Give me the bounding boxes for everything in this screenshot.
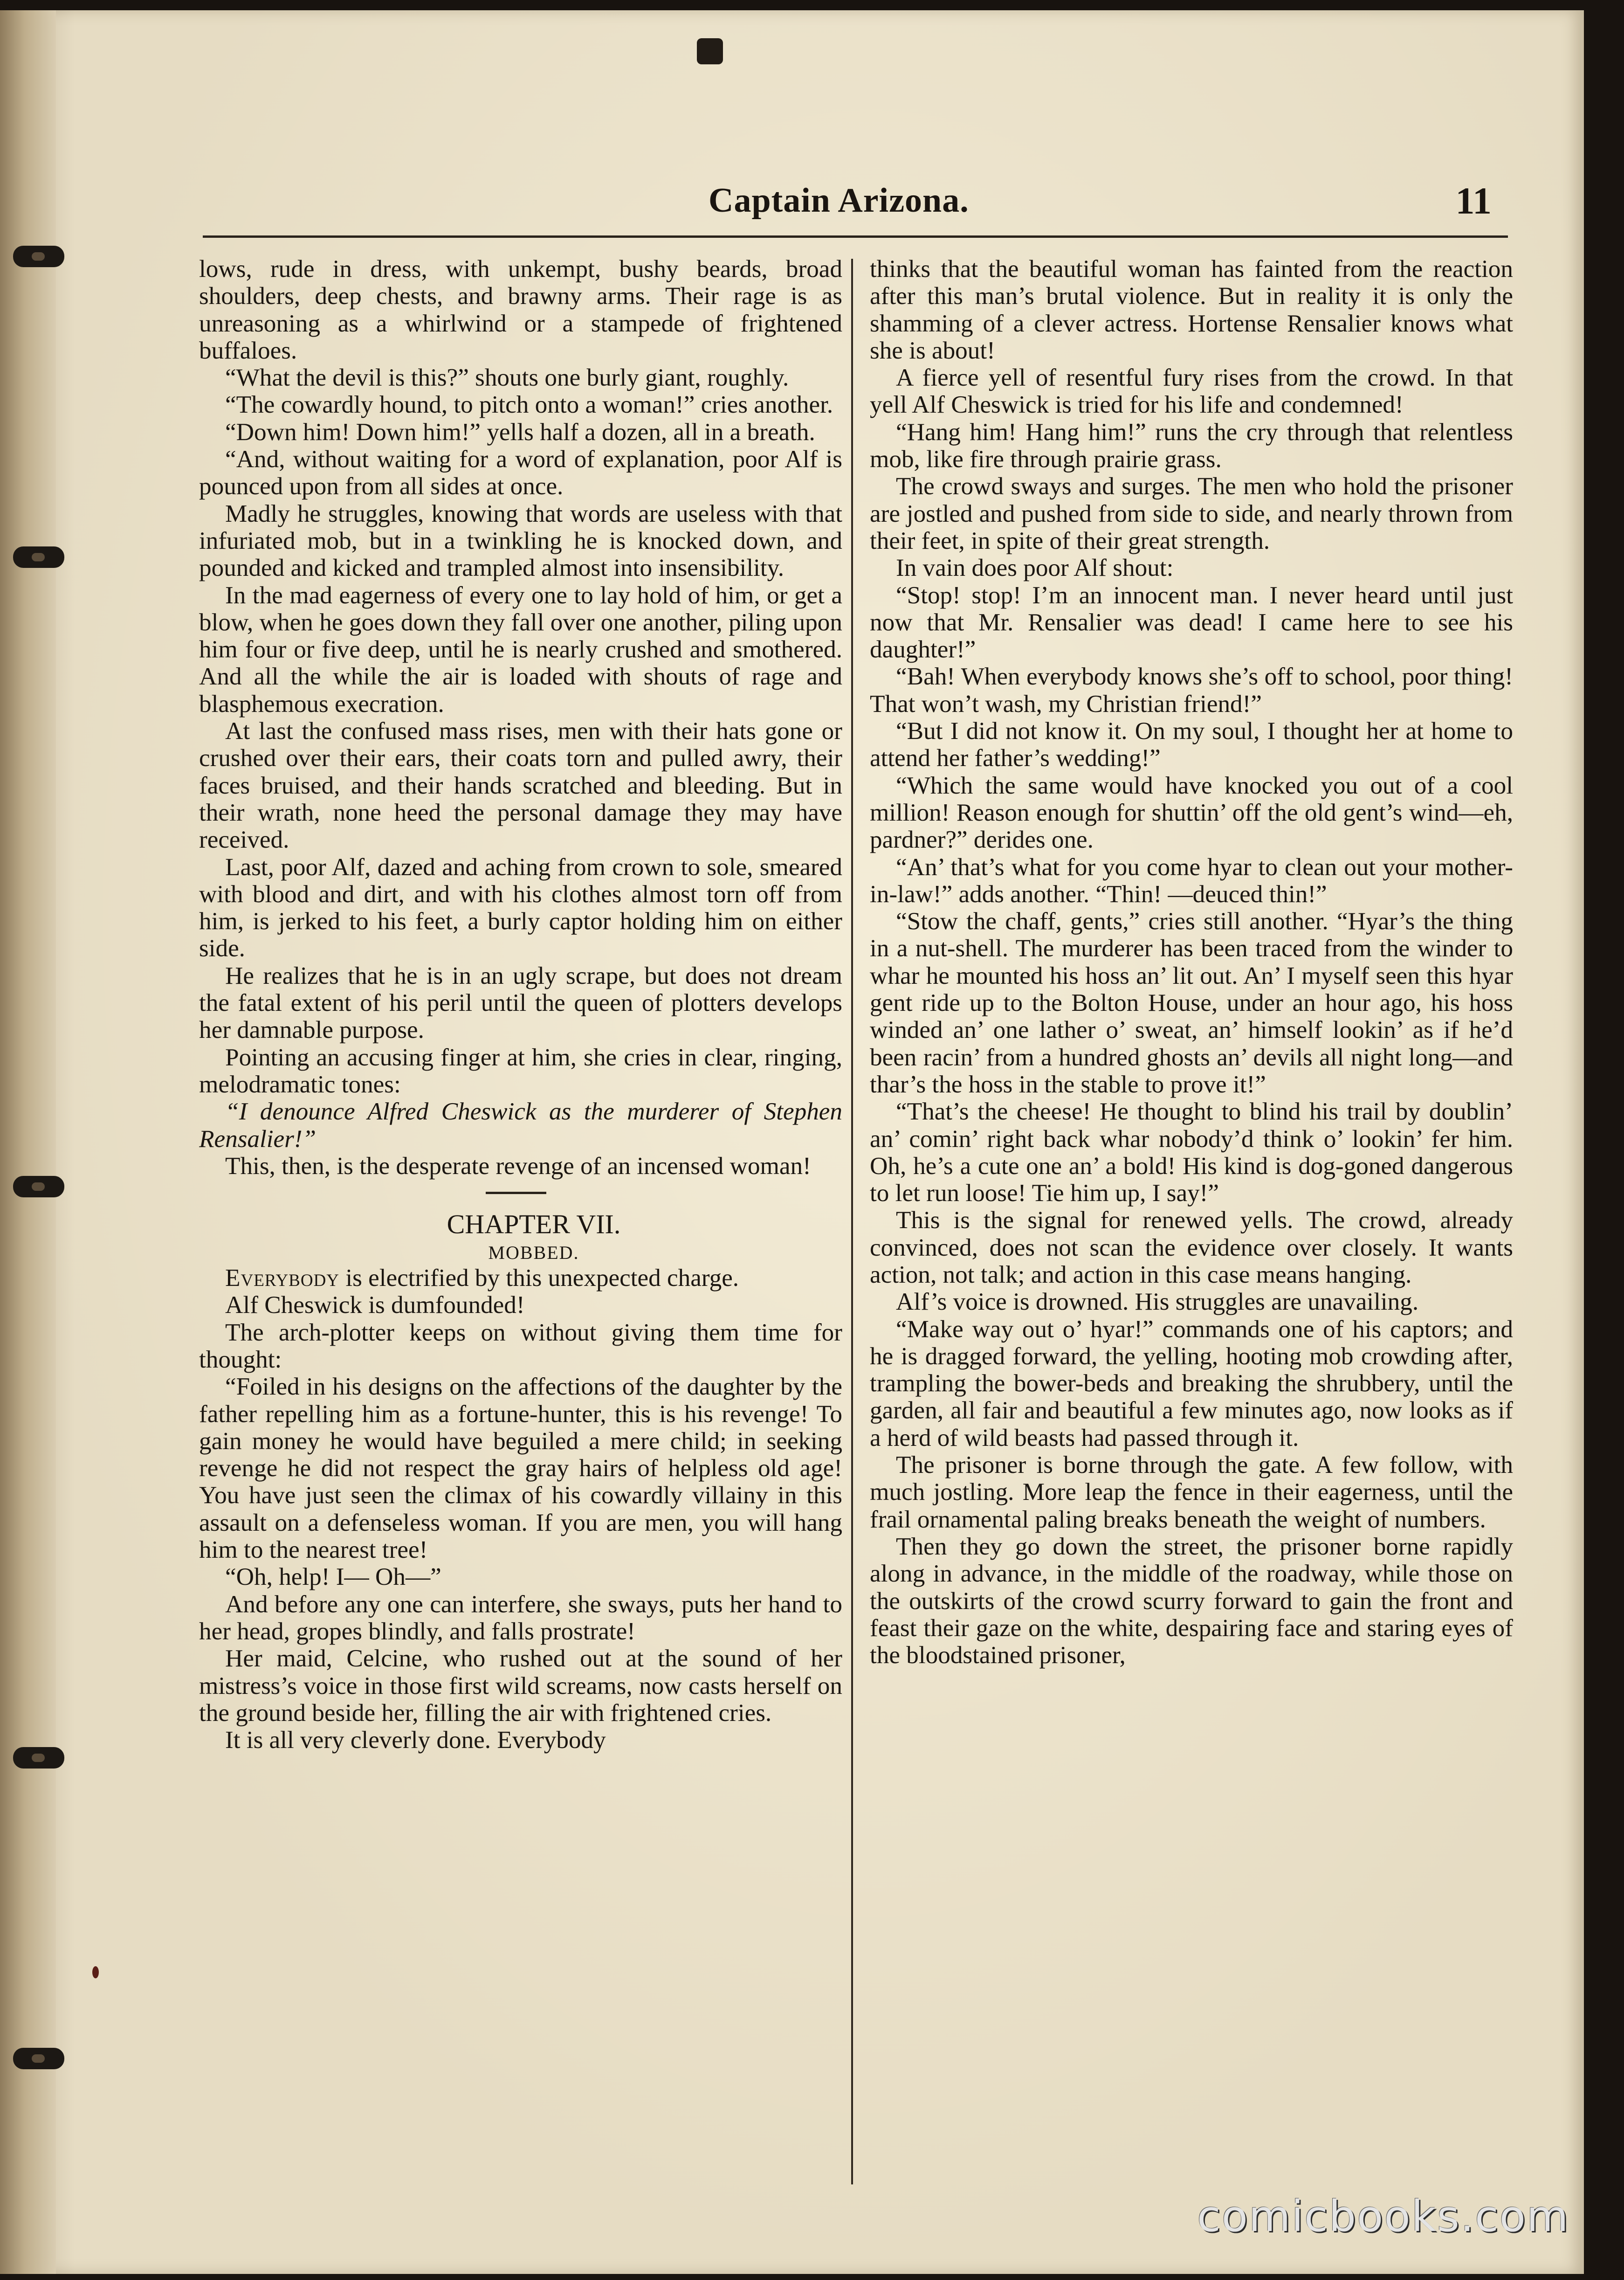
paragraph: “That’s the cheese! He thought to blind his trail by doublin’ an’ comin’ right back whar nobody’d think o’ lookin’ fer him. Oh, he’s a cute one an’ a bold! His kind is dog-goned dangerous to let run loose! Tie him up, I say!”: [870, 1098, 1513, 1207]
binding-staple: [13, 546, 64, 568]
binding-staple: [13, 246, 64, 267]
paragraph: lows, rude in dress, with unkempt, bushy beards, broad shoulders, deep chests, and brawny arms. Their rage is as unreasoning as a whirlwind or a stampede of frightened buffaloes.: [199, 256, 842, 364]
site-watermark: comicbooks.com: [1197, 2191, 1569, 2241]
column-divider: [851, 259, 853, 2184]
page-number: 11: [1455, 180, 1492, 222]
paragraph-rest: is electrified by this unexpected charge.: [339, 1264, 739, 1292]
binding-staple: [13, 2048, 64, 2069]
paragraph: “Oh, help! I— Oh—”: [225, 1563, 441, 1591]
lead-word: Everybody: [225, 1264, 340, 1292]
paragraph: “Stop! stop! I’m an innocent man. I never heard until just now that Mr. Rensalier was dead! I came here to see his daughter!”: [870, 581, 1513, 663]
chapter-subtitle: MOBBED.: [488, 1242, 579, 1264]
paragraph: “Foiled in his designs on the affections of the daughter by the father repelling him as a fortune-hunter, this is his revenge! To gain money he would have beguiled a mere child; in seeking revenge he did not respect the gray hairs of helpless old age! You have just seen the climax of his cowardly villainy in this assault on a defenseless woman. If you are men, you will hang him to the nearest tree!: [199, 1373, 842, 1564]
paragraph: The prisoner is borne through the gate. A few follow, with much jostling. More leap the fence in their eagerness, until the frail ornamental paling breaks beneath the weight of numbers.: [870, 1451, 1513, 1533]
paragraph: “Down him! Down him!” yells half a dozen, all in a breath.: [225, 418, 815, 446]
paragraph: The crowd sways and surges. The men who hold the prisoner are jostled and pushed from side to side, and nearly thrown from their feet, in spite of their great strength.: [870, 472, 1513, 554]
paragraph: At last the confused mass rises, men with their hats gone or crushed over their ears, their coats torn and pulled awry, their faces bruised, and their hands scratched and bleeding. But in their wrath, none heed the personal damage they may have received.: [199, 717, 842, 854]
paragraph: Pointing an accusing finger at him, she cries in clear, ringing, melodramatic tones:: [199, 1043, 842, 1098]
paragraph: thinks that the beautiful woman has fainted from the reaction after this man’s brutal violence. But in reality it is only the shamming of a clever actress. Hortense Rensalier knows what she is about!: [870, 256, 1513, 364]
page-spine: [0, 10, 56, 2274]
paragraph: Alf’s voice is drowned. His struggles are unavailing.: [896, 1288, 1419, 1316]
paragraph: “Hang him! Hang him!” runs the cry through that relentless mob, like fire through prairie grass.: [870, 418, 1513, 473]
paragraph: In vain does poor Alf shout:: [896, 554, 1174, 582]
paragraph: “And, without waiting for a word of explanation, poor Alf is pounced upon from all sides at once.: [199, 445, 842, 500]
paragraph: The arch-plotter keeps on without giving them time for thought:: [199, 1318, 842, 1373]
printer-mark: [697, 38, 723, 64]
paragraph: “Which the same would have knocked you out of a cool million! Reason enough for shuttin’ off the old gent’s wind—eh, pardner?” derides one.: [870, 771, 1513, 854]
paragraph: A fierce yell of resentful fury rises from the crowd. In that yell Alf Cheswick is tried for his life and condemned!: [870, 364, 1513, 419]
paragraph: This is the signal for renewed yells. The crowd, already convinced, does not scan the evidence over closely. It wants action, not talk; and action in this case means hanging.: [870, 1206, 1513, 1288]
paragraph: “Bah! When everybody knows she’s off to school, poor thing! That won’t wash, my Christian friend!”: [870, 663, 1513, 718]
paragraph: This, then, is the desperate revenge of an incensed woman!: [225, 1152, 811, 1180]
chapter-heading: CHAPTER VII.: [447, 1209, 621, 1240]
running-title: Captain Arizona.: [709, 181, 969, 220]
left-column: [199, 256, 842, 2190]
paragraph: “The cowardly hound, to pitch onto a woman!” cries another.: [225, 391, 833, 419]
right-column: [870, 256, 1513, 2190]
paragraph: In the mad eagerness of every one to lay hold of him, or get a blow, when he goes down they fall over one another, piling upon him four or five deep, until he is nearly crushed and smothered. And all the while the air is loaded with shouts of rage and blasphemous execration.: [199, 581, 842, 718]
header-rule: [203, 235, 1508, 238]
paragraph: “But I did not know it. On my soul, I thought her at home to attend her father’s wedding!”: [870, 717, 1513, 772]
paragraph: Then they go down the street, the prisoner borne rapidly along in advance, in the middle of the roadway, while those on the outskirts of the crowd scurry forward to gain the front and feast their gaze on the white, despairing face and staring eyes of the bloodstained prisoner,: [870, 1532, 1513, 1669]
paragraph: Her maid, Celcine, who rushed out at the sound of her mistress’s voice in those first wild screams, now casts herself on the ground beside her, filling the air with frightened cries.: [199, 1644, 842, 1727]
binding-staple: [13, 1176, 64, 1197]
paragraph: “An’ that’s what for you come hyar to clean out your mother-in-law!” adds another. “Thin! —deuced thin!”: [870, 853, 1513, 908]
paragraph: Madly he struggles, knowing that words are useless with that infuriated mob, but in a twinkling he is knocked down, and pounded and kicked and trampled almost into insensibility.: [199, 499, 842, 582]
paragraph: [199, 1264, 842, 1292]
paragraph: And before any one can interfere, she sways, puts her hand to her head, gropes blindly, and falls prostrate!: [199, 1590, 842, 1645]
binding-staple: [13, 1747, 64, 1769]
section-separator: [199, 1180, 842, 1208]
paragraph: It is all very cleverly done. Everybody: [225, 1726, 606, 1754]
page-header: [191, 173, 1506, 233]
paragraph: He realizes that he is in an ugly scrape, but does not dream the fatal extent of his peril until the queen of plotters develops her damnable purpose.: [199, 961, 842, 1044]
ink-fleck: [92, 1966, 99, 1978]
paragraph: “What the devil is this?” shouts one burly giant, roughly.: [225, 364, 789, 392]
paragraph: “Make way out o’ hyar!” commands one of his captors; and he is dragged forward, the yelling, hooting mob crowding after, trampling the bower-beds and breaking the shrubbery, until the garden, all fair and beautiful a few minutes ago, now looks as if a herd of wild beasts had passed through it.: [870, 1315, 1513, 1451]
paragraph: Last, poor Alf, dazed and aching from crown to sole, smeared with blood and dirt, and with his clothes almost torn off from him, is jerked to his feet, a burly captor holding him on either side.: [199, 853, 842, 962]
italic-quote: “I denounce Alfred Cheswick as the murderer of Stephen Rensalier!”: [199, 1098, 842, 1153]
paragraph: Alf Cheswick is dumfounded!: [225, 1291, 525, 1319]
paragraph: “Stow the chaff, gents,” cries still another. “Hyar’s the thing in a nut-shell. The murderer has been traced from the winder to whar he mounted his hoss an’ lit out. An’ I myself seen this hyar gent ride up to the Bolton House, under an hour ago, his hoss winded an’ one lather o’ sweat, an’ himself lookin’ as if he’d been racin’ from a hundred ghosts an’ devils all night long—and thar’s the hoss in the stable to prove it!”: [870, 907, 1513, 1098]
